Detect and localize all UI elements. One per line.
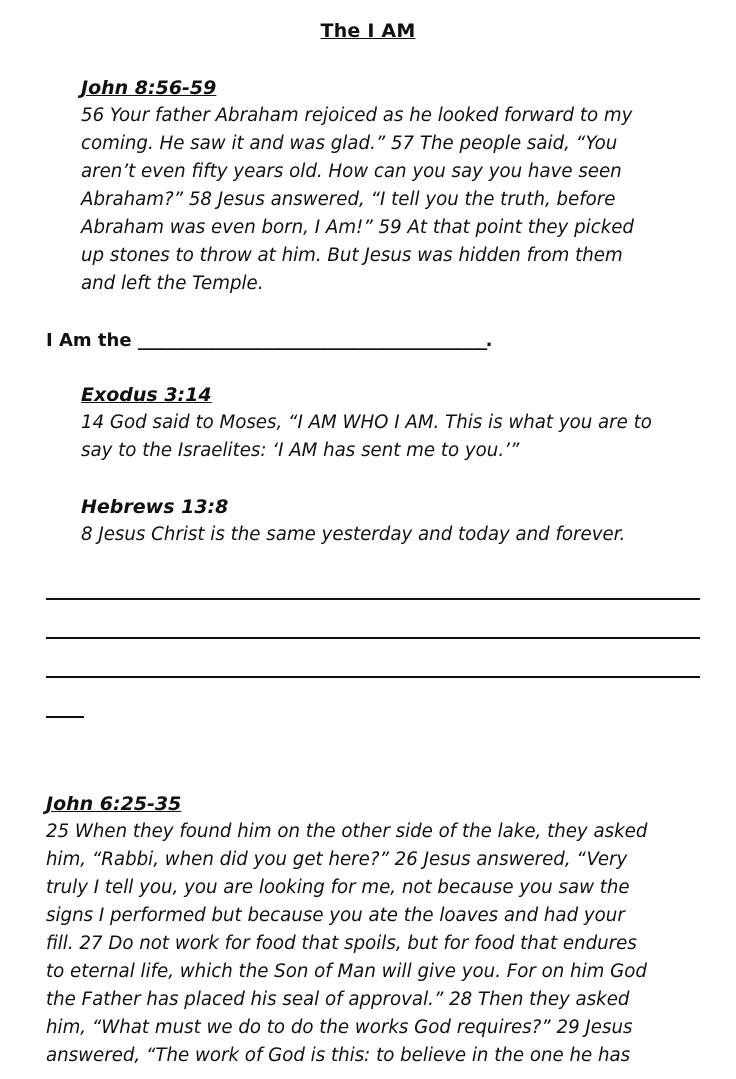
passage-line: him, “Rabbi, when did you get here?” 26 Jesus answered, “Very <box>46 849 628 870</box>
fill-in-statement <box>46 327 492 355</box>
scripture-reference-exodus: Exodus 3:14 <box>81 384 212 406</box>
scripture-passage-hebrews <box>81 521 625 549</box>
passage-line: 25 When they found him on the other side of the lake, they asked <box>46 821 648 842</box>
passage-line: up stones to throw at him. But Jesus was hidden from them <box>81 245 623 266</box>
passage-line: coming. He saw it and was glad.” 57 The people said, “You <box>81 133 618 154</box>
passage-line: him, “What must we do to do the works God requires?” 29 Jesus <box>46 1017 633 1038</box>
scripture-reference-hebrews: Hebrews 13:8 <box>81 496 229 518</box>
writing-line[interactable] <box>46 716 84 718</box>
fill-in-prefix: I Am the <box>46 330 132 351</box>
passage-line: Abraham was even born, I Am!” 59 At that point they picked <box>81 217 634 238</box>
passage-line: to eternal life, which the Son of Man will give you. For on him God <box>46 961 647 982</box>
scripture-reference-john-8: John 8:56-59 <box>81 77 217 99</box>
fill-in-blank[interactable]: _______________________________________________ <box>137 330 486 351</box>
scripture-passage-john-6 <box>46 818 647 1070</box>
writing-line[interactable] <box>46 598 700 600</box>
page-title: The I AM <box>320 20 416 42</box>
passage-line: 8 Jesus Christ is the same yesterday and today and forever. <box>81 524 626 545</box>
scripture-reference-john-6: John 6:25-35 <box>46 793 182 815</box>
scripture-passage-john-8 <box>81 102 634 298</box>
passage-line: signs I performed but because you ate the loaves and had your <box>46 905 625 926</box>
passage-line: 14 God said to Moses, “I AM WHO I AM. This is what you are to <box>81 412 652 433</box>
passage-line: answered, “The work of God is this: to believe in the one he has <box>46 1045 631 1066</box>
passage-line: 56 Your father Abraham rejoiced as he looked forward to my <box>81 105 633 126</box>
scripture-passage-exodus <box>81 409 652 465</box>
writing-line[interactable] <box>46 637 700 639</box>
passage-line: truly I tell you, you are looking for me, not because you saw the <box>46 877 630 898</box>
passage-line: the Father has placed his seal of approval.” 28 Then they asked <box>46 989 630 1010</box>
passage-line: and left the Temple. <box>81 273 264 294</box>
writing-line[interactable] <box>46 676 700 678</box>
fill-in-suffix: . <box>485 330 493 351</box>
passage-line: fill. 27 Do not work for food that spoils, but for food that endures <box>46 933 637 954</box>
passage-line: say to the Israelites: ‘I AM has sent me to you.’” <box>81 440 520 461</box>
passage-line: Abraham?” 58 Jesus answered, “I tell you the truth, before <box>81 189 616 210</box>
passage-line: aren’t even fifty years old. How can you say you have seen <box>81 161 622 182</box>
